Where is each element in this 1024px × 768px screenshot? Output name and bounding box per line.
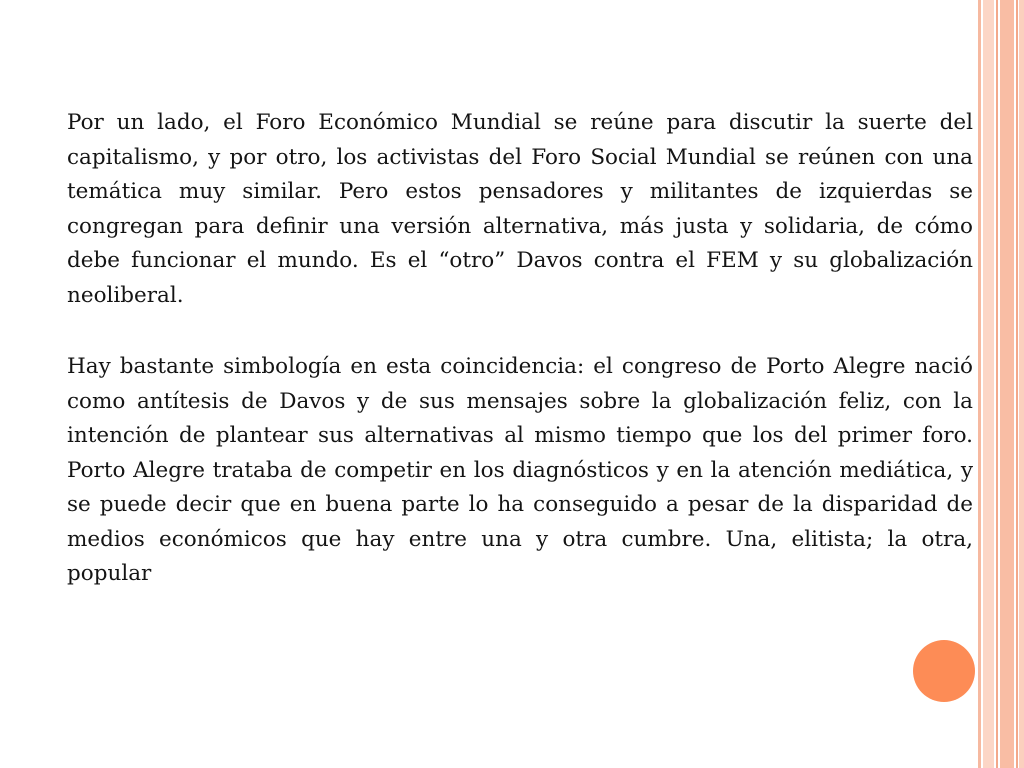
paragraph-1: Por un lado, el Foro Económico Mundial se reúne para discutir la suerte del capitalismo, y por otro, los activistas del Foro Social Mundial se reúnen con una temática muy similar. Pero estos pensadores y militantes de izquierdas se congregan para definir una versión alternativa, más justa y solidaria, de cómo debe funcionar el mundo. Es el “otro” Davos contra el FEM y su globalización neoliberal.: [67, 110, 973, 308]
stripe-wide-band: [1000, 0, 1014, 768]
stripe-edge-band: [1019, 0, 1024, 768]
body-text: [67, 106, 973, 629]
stripe-thin-right: [1016, 0, 1018, 768]
paragraph-2: Hay bastante simbología en esta coincidencia: el congreso de Porto Alegre nació como antítesis de Davos y de sus mensajes sobre la globalización feliz, con la intención de plantear sus alternativas al mismo tiempo que los del primer foro. Porto Alegre trataba de competir en los diagnósticos y en la atención mediática, y se puede decir que en buena parte lo ha conseguido a pesar de la disparidad de medios económicos que hay entre una y otra cumbre. Una, elitista; la otra, popular: [67, 354, 973, 586]
decorative-side-stripes: [978, 0, 1024, 768]
stripe-light-band: [983, 0, 994, 768]
stripe-thin-left: [978, 0, 981, 768]
orange-circle-decoration: [913, 640, 975, 702]
stripe-thin-middle: [996, 0, 998, 768]
